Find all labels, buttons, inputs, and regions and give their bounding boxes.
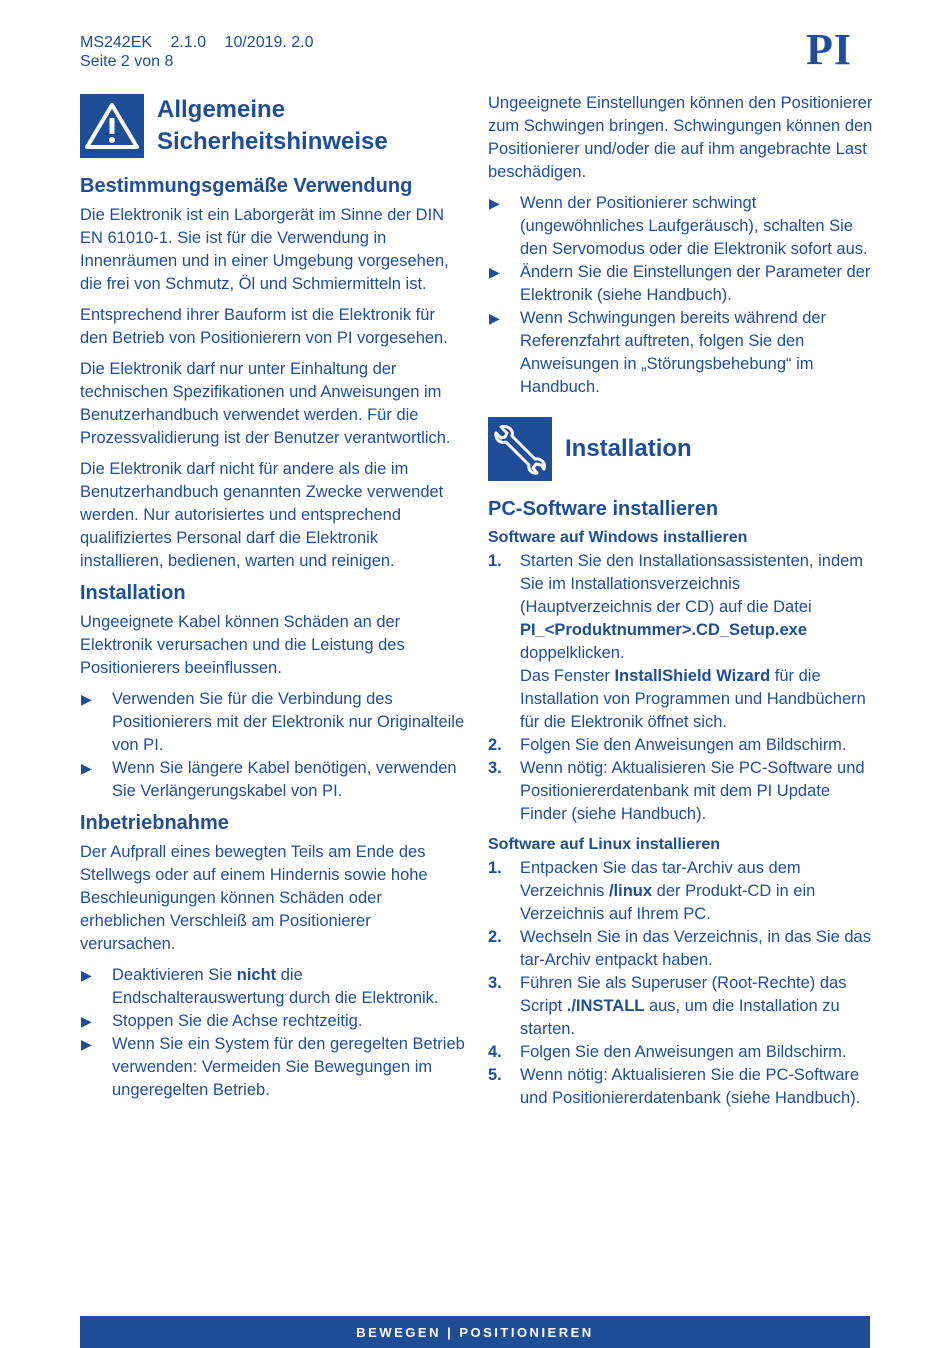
list-item: 2. Wechseln Sie in das Verzeichnis, in das Sie das tar-Archiv entpackt haben. xyxy=(488,928,871,969)
triangle-right-icon: ▶ xyxy=(81,1036,92,1052)
paragraph: Die Elektronik darf nicht für andere als die im Benutzerhandbuch genannten Zwecke verwendet werden. Nur autorisiertes und entsprechend qualifiziertes Personal darf die Elektronik installieren, bedienen, warten und reinigen. xyxy=(80,460,444,570)
triangle-right-icon: ▶ xyxy=(489,264,500,280)
installation-section-header xyxy=(488,417,873,481)
doc-version: 2.1.0 xyxy=(170,34,207,51)
list-item: 3. Führen Sie als Superuser (Root-Rechte) das Script ./INSTALL aus, um die Installation zu starten. xyxy=(488,974,847,1038)
footer-banner: BEWEGEN | POSITIONIEREN xyxy=(80,1316,870,1348)
list-item: ▶ Stoppen Sie die Achse rechtzeitig. xyxy=(80,1010,465,1033)
list-item: 3. Wenn nötig: Aktualisieren Sie PC-Software und Positioniererdatenbank mit dem PI Update Finder (siehe Handbuch). xyxy=(488,759,865,823)
list-item: ▶ Wenn Schwingungen bereits während der Referenzfahrt auftreten, folgen Sie den Anweisungen in „Störungsbehebung“ im Handbuch. xyxy=(489,309,827,396)
linux-steps xyxy=(488,857,873,1110)
safety-section-title: Allgemeine Sicherheitshinweise xyxy=(157,96,388,155)
paragraph: Ungeeignete Einstellungen können den Positionierer zum Schwingen bringen. Schwingungen können den Positionierer und/oder die auf ihm angebrachte Last beschädigen. xyxy=(488,94,873,181)
doc-id: MS242EK xyxy=(80,34,153,51)
list-item: 4. Folgen Sie den Anweisungen am Bildschirm. xyxy=(488,1043,847,1061)
list-item: 2. Folgen Sie den Anweisungen am Bildschirm. xyxy=(488,736,847,754)
heading-pc-software: PC-Software installieren xyxy=(488,498,719,520)
page-header xyxy=(80,33,328,71)
commissioning-bullets xyxy=(80,964,465,1102)
heading-linux: Software auf Linux installieren xyxy=(488,836,721,853)
paragraph: Entsprechend ihrer Bauform ist die Elektronik für den Betrieb von Positionierern von PI vorgesehen. xyxy=(80,306,448,347)
triangle-right-icon: ▶ xyxy=(489,195,500,211)
list-item: 1. Entpacken Sie das tar-Archiv aus dem Verzeichnis /linux der Produkt-CD in ein Verzeichnis auf Ihrem PC. xyxy=(488,859,816,923)
oscillation-bullets xyxy=(488,192,873,399)
paragraph: Die Elektronik ist ein Laborgerät im Sinne der DIN EN 61010-1. Sie ist für die Verwendung in Innenräumen und in einer Umgebung vorgesehen, die frei von Schmutz, Öl und Schmiermitteln ist. xyxy=(80,206,449,293)
list-item: 5. Wenn nötig: Aktualisieren Sie die PC-Software und Positioniererdatenbank (siehe Handbuch). xyxy=(488,1066,861,1107)
triangle-right-icon: ▶ xyxy=(81,760,92,776)
list-item: 1. Starten Sie den Installationsassistenten, indem Sie im Installationsverzeichnis (Hauptverzeichnis der CD) auf die Datei PI_<Produktnummer>.CD_Setup.exe doppelklicken. Das Fenster InstallShield Wizard für die Installation von Programmen und Handbüchern für die Elektronik öffnet sich. xyxy=(488,552,866,731)
heading-commissioning: Inbetriebnahme xyxy=(80,812,229,834)
warning-triangle-icon xyxy=(80,94,144,158)
list-item: ▶ Wenn Sie längere Kabel benötigen, verwenden Sie Verlängerungskabel von PI. xyxy=(81,759,457,800)
paragraph: Die Elektronik darf nur unter Einhaltung der technischen Spezifikationen und Anweisungen im Benutzerhandbuch verwendet werden. Für die Prozessvalidierung ist der Benutzer verantwortlich. xyxy=(80,360,451,447)
list-item: ▶ Wenn Sie ein System für den geregelten Betrieb verwenden: Vermeiden Sie Bewegungen im ungeregelten Betrieb. xyxy=(81,1035,465,1099)
heading-windows: Software auf Windows installieren xyxy=(488,529,748,546)
pi-logo: PI xyxy=(806,25,852,74)
doc-date: 10/2019. 2.0 xyxy=(224,34,314,51)
installation-section-title: Installation xyxy=(565,435,692,462)
list-item: ▶ Deaktivieren Sie nicht die Endschalterauswertung durch die Elektronik. xyxy=(81,966,439,1007)
paragraph: Der Aufprall eines bewegten Teils am Ende des Stellwegs oder auf einem Hindernis sowie hohe Beschleunigungen können Schäden oder erheblichen Verschleiß am Positionierer verursachen. xyxy=(80,843,428,953)
list-item: ▶ Wenn der Positionierer schwingt (ungewöhnliches Laufgeräusch), schalten Sie den Servomodus oder die Elektronik sofort aus. xyxy=(489,194,868,258)
paragraph: Ungeeignete Kabel können Schäden an der Elektronik verursachen und die Leistung des Positionierers beeinflussen. xyxy=(80,613,405,677)
right-column xyxy=(488,92,873,1118)
safety-section-header xyxy=(80,94,465,158)
doc-meta-line xyxy=(80,33,328,52)
windows-steps xyxy=(488,550,873,826)
wrench-icon xyxy=(488,417,552,481)
triangle-right-icon: ▶ xyxy=(81,691,92,707)
heading-installation: Installation xyxy=(80,582,186,604)
list-item: ▶ Verwenden Sie für die Verbindung des Positionierers mit der Elektronik nur Originalteile von PI. xyxy=(81,690,465,754)
left-column xyxy=(80,92,465,1110)
heading-intended-use: Bestimmungsgemäße Verwendung xyxy=(80,175,413,197)
list-item: ▶ Ändern Sie die Einstellungen der Parameter der Elektronik (siehe Handbuch). xyxy=(489,263,871,304)
page-number: Seite 2 von 8 xyxy=(80,53,174,70)
triangle-right-icon: ▶ xyxy=(81,1013,92,1029)
triangle-right-icon: ▶ xyxy=(81,967,92,983)
installation-bullets xyxy=(80,688,465,803)
triangle-right-icon: ▶ xyxy=(489,310,500,326)
